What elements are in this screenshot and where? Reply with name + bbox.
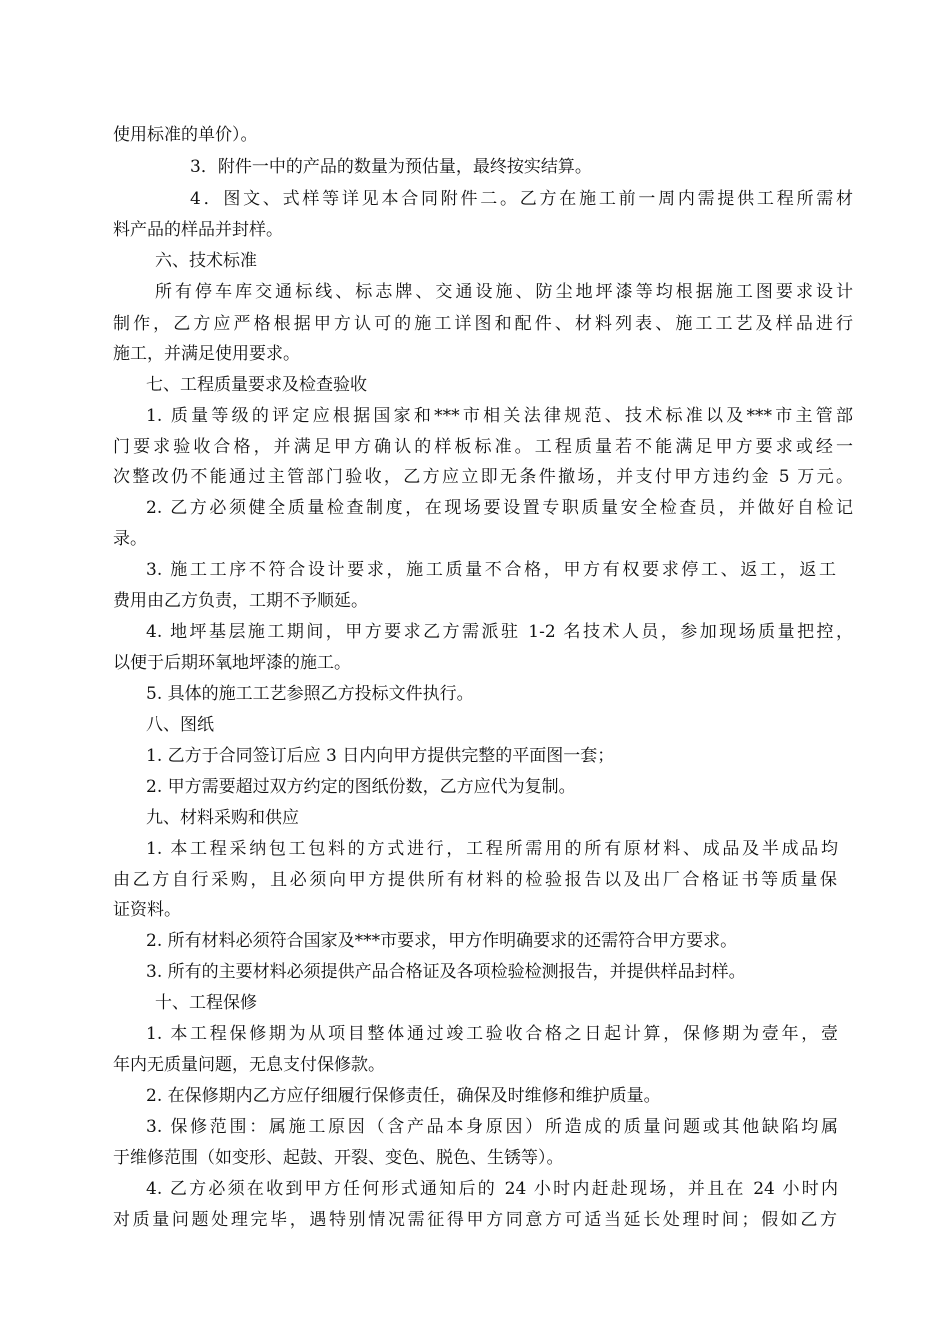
section-heading: 八、图纸	[146, 715, 214, 735]
text-line: 2. 乙方必须健全质量检查制度，在现场要设置专职质量安全检查员，并做好自检记	[146, 498, 853, 518]
text-line: 门要求验收合格，并满足甲方确认的样板标准。工程质量若不能满足甲方要求或经一	[113, 437, 853, 457]
text-line: 2. 在保修期内乙方应仔细履行保修责任，确保及时维修和维护质量。	[146, 1086, 661, 1106]
text-line: 次整改仍不能通过主管部门验收，乙方应立即无条件撤场，并支付甲方违约金 5 万元。	[113, 467, 853, 487]
text-line: 1. 本工程采纳包工包料的方式进行，工程所需用的所有原材料、成品及半成品均	[146, 839, 838, 859]
text-line: 费用由乙方负责，工期不予顺延。	[113, 591, 368, 611]
text-line: 4. 乙方必须在收到甲方任何形式通知后的 24 小时内赶赴现场，并且在 24 小时内	[146, 1179, 838, 1199]
text-line: 所有停车库交通标线、标志牌、交通设施、防尘地坪漆等均根据施工图要求设计	[155, 282, 853, 302]
text-line: 对质量问题处理完毕，遇特别情况需征得甲方同意方可适当延长处理时间；假如乙方	[113, 1210, 837, 1230]
section-heading: 九、材料采购和供应	[146, 808, 299, 828]
text-line: 2. 甲方需要超过双方约定的图纸份数，乙方应代为复制。	[146, 777, 576, 797]
text-line: 录。	[113, 529, 147, 549]
text-line: 于维修范围（如变形、起鼓、开裂、变色、脱色、生锈等）。	[113, 1148, 564, 1168]
text-line: 料产品的样品并封样。	[113, 220, 283, 240]
text-line: 1. 本工程保修期为从项目整体通过竣工验收合格之日起计算，保修期为壹年，壹	[146, 1024, 838, 1044]
text-line: 4．图文、式样等详见本合同附件二。乙方在施工前一周内需提供工程所需材	[190, 189, 853, 209]
text-line: 由乙方自行采购，且必须向甲方提供所有材料的检验报告以及出厂合格证书等质量保	[113, 870, 837, 890]
text-line: 3. 施工工序不符合设计要求，施工质量不合格，甲方有权要求停工、返工，返工	[146, 560, 836, 580]
text-line: 5. 具体的施工工艺参照乙方投标文件执行。	[146, 684, 474, 704]
text-line: 3. 保修范围：属施工原因（含产品本身原因）所造成的质量问题或其他缺陷均属	[146, 1117, 838, 1137]
section-heading: 七、工程质量要求及检查验收	[146, 375, 367, 395]
text-line: 3．附件一中的产品的数量为预估量，最终按实结算。	[190, 157, 592, 177]
text-line: 4. 地坪基层施工期间，甲方要求乙方需派驻 1-2 名技术人员，参加现场质量把控，	[146, 622, 853, 642]
text-line: 2. 所有材料必须符合国家及***市要求，甲方作明确要求的还需符合甲方要求。	[146, 931, 738, 951]
text-line: 1. 乙方于合同签订后应 3 日内向甲方提供完整的平面图一套；	[146, 746, 615, 766]
text-line: 3. 所有的主要材料必须提供产品合格证及各项检验检测报告，并提供样品封样。	[146, 962, 746, 982]
text-line: 年内无质量问题，无息支付保修款。	[113, 1055, 385, 1075]
text-line: 以便于后期环氧地坪漆的施工。	[113, 653, 351, 673]
text-line: 制作，乙方应严格根据甲方认可的施工详图和配件、材料列表、施工工艺及样品进行	[113, 314, 853, 334]
section-heading: 十、工程保修	[155, 993, 257, 1013]
text-line: 证资料。	[113, 900, 181, 920]
text-line: 使用标准的单价）。	[113, 125, 258, 145]
text-line: 施工，并满足使用要求。	[113, 344, 300, 364]
text-line: 1. 质量等级的评定应根据国家和***市相关法律规范、技术标准以及***市主管部	[146, 406, 853, 426]
section-heading: 六、技术标准	[155, 251, 257, 271]
